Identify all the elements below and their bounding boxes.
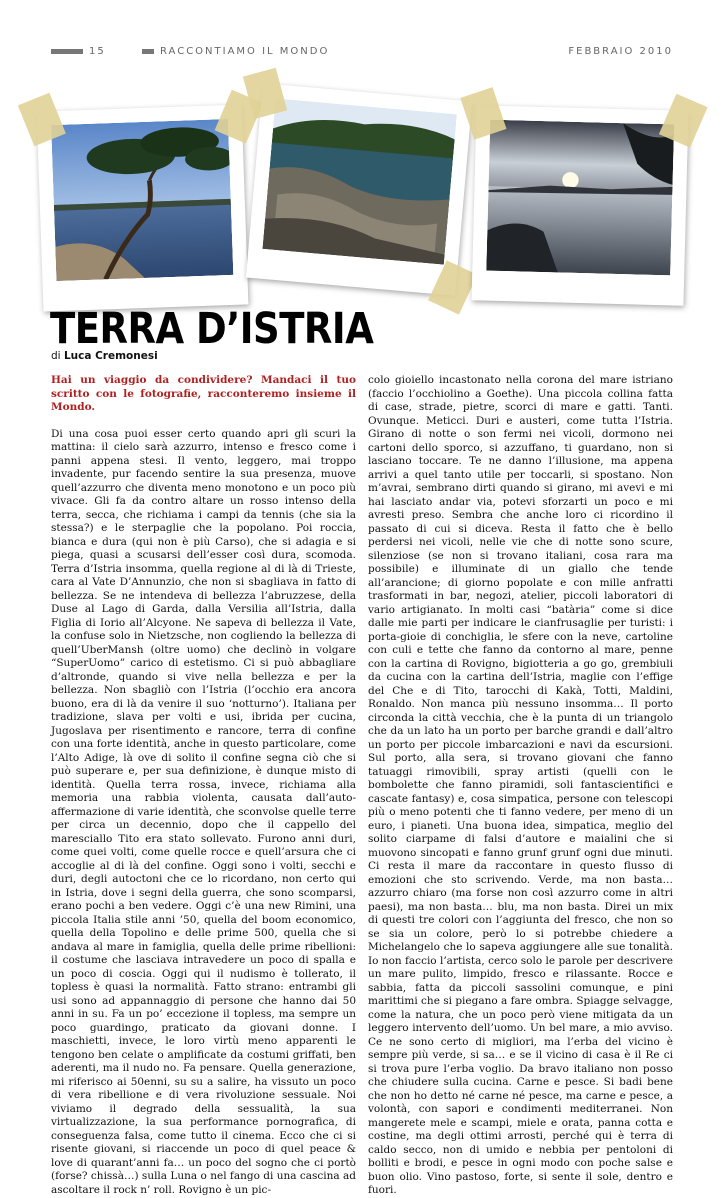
byline xyxy=(51,350,158,362)
page-number xyxy=(51,46,106,57)
photo-rocky-shore-image xyxy=(262,98,456,264)
byline-prefix: di xyxy=(51,350,61,362)
body-text-left: Di una cosa puoi esser certo quando apri gli scuri la mattina: il cielo sarà azzurro, intenso e fresco come i panni appena stesi. Il vento, leggero, mai troppo invadente, pur facendo sentire la sua presenza, muove quell’azzurro che diventa meno monotono e un poco più vivace. Gli fa da contro altare un rosso intenso della terra, secca, che richiama i campi da tennis (che sia la stessa?) e le sterpaglie che la popolano. Poi roccia, bianca e dura (qui non è più Carso), che si adagia e si piega, quasi a scusarsi dell’esser così dura, scomoda. Terra d’Istria insomma, quella regione al di là di Trieste, cara al Vate D’Annunzio, che non si sbagliava in fatto di bellezza. Se ne intendeva di bellezza l’abruzzese, della Duse al Lago di Garda, dalla Versilia all’Istria, dalla Figlia di Iorio all’Alcyone. Ne sapeva di bellezza il Vate, la confuse solo in Nietzsche, non cogliendo la bellezza di quell’UberMansh (oltre uomo) che declinò in volgare “SuperUomo” carico di estetismo. Ci si può abbagliare d’altronde, quando si vive nella bellezza e per la bellezza. Non sbagliò con l’Istria (l’occhio era ancora buono, era di là da venire il suo ‘notturno’). Italiana per tradizione, slava per volti e usi, ibrida per cucina, Jugoslava per risentimento e rancore, terra di confine con una forte identità, anche in questo particolare, come l’Alto Adige, là ove di solito il confine segna ciò che si può superare e, per sua definizione, è dunque misto di identità. Quella terra rossa, invece, richiama alla memoria una rabbia violenta, causata dall’auto-affermazione di varie identità, che sconvolse quelle terre per circa un decennio, dopo che il cappello del maresciallo Tito era stato sollevato. Furono anni duri, come quei volti, come quelle rocce e quell’arsura che ci accoglie al di là del confine. Oggi sono i volti, secchi e duri, degli autoctoni che ce lo ricordano, non certo qui in Istria, dove i segni della guerra, che sono scomparsi, erano pochi a ben vedere. Oggi c’è una new Rimini, una piccola Italia stile anni ’50, quella del boom economico, quella della Topolino e delle prime 500, quella che si andava al mare in famiglia, quella delle prime ribellioni: il costume che lasciava intravedere un poco di spalla e un poco di coscia. Oggi qui il nudismo è tollerato, il topless è quasi la normalità. Fatto strano: entrambi gli usi sono ad appannaggio di persone che hanno dai 50 anni in su. Fa un po’ eccezione il topless, ma sempre un poco guardingo, praticato da giovani donne. I maschietti, invece, le loro virtù meno apparenti le tengono ben celate o amplificate da costumi griffati, ben aderenti, ma il nudo no. Fa pensare. Quella generazione, mi riferisco ai 50enni, su su a salire, ha vissuto un poco di vera ribellione e di vera rivoluzione sessuale. Noi viviamo il degrado della sessualità, la sua virtualizzazione, la sua performance pornografica, di conseguenza falsa, come tutto il cinema. Ecco che ci si risente giovani, si riaccende un poco di quel peace & love di quarant’anni fa… un poco del sogno che ci portò (forse? chissà…) sulla Luna o nel fango di una cascina ad ascoltare il rock n’ roll. Rovigno è un pic- xyxy=(51,427,356,1196)
photo-sunset-sea-image xyxy=(486,120,674,276)
header-bar-mid xyxy=(142,49,154,54)
section-title xyxy=(142,46,329,57)
photo-rocky-shore xyxy=(246,83,472,296)
photo-coast-pine-image xyxy=(51,119,233,281)
body-text-right: colo gioiello incastonato nella corona del mare istriano (faccio l’occhiolino a Goethe). Una piccola collina fatta di case, strade, pietre, scorci di mare e gatti. Tanti. Ovunque. Meticci. Duri e austeri, come tutta l’Istria. Girano di notte o son fermi nei vicoli, dormono nei cartoni dello sporco, si azzuffano, ti guardano, non si lasciano toccare. Te ne danno l’illusione, ma appena arrivi a quel tanto utile per toccarli, si spostano. Non m’avrai, sembrano dirti quando si girano, mi avevi e mi hai lasciato andar via, potevi sforzarti un poco e mi avresti preso. Sembra che anche loro ci ricordino il passato di cui si diceva. Resta il fatto che è bello perdersi nei vicoli, nelle vie che di notte sono scure, silenziose (se non si trovano italiani, cosa rara ma possibile) e illuminate di un giallo che tende all’arancione; di giorno popolate e con mille anfratti trasformati in bar, negozi, atelier, piccoli laboratori di vario artigianato. In molti casi “batària” come si dice dalle mie parti per indicare le cianfrusaglie per turisti: i porta-gioie di conchiglia, le sfere con la neve, cartoline con culi e tette che fanno da contorno al mare, penne con la cartina di Rovigno, bigiotteria a go go, grembiuli da cucina con la cartina dell’Istria, maglie con l’effige del Che e di Tito, tarocchi di Kakà, Totti, Maldini, Ronaldo. Non manca più nessuno insomma… Il porto circonda la città vecchia, che è la punta di un triangolo che da un lato ha un porto per barche grandi e dall’altro un porto per piccole imbarcazioni e navi da escursioni. Sul porto, alla sera, si trovano giovani che fanno tatuaggi rimovibili, spray artisti (quelli con le bombolette che fanno piramidi, soli fantascientifici e cascate fantasy) e, cosa simpatica, persone con telescopi più o meno potenti che ti fanno vedere, per meno di un euro, i pianeti. Una buona idea, simpatica, meglio del solito ciarpame di falsi d’autore e maialini che si muovono sincopati e fanno grunf grunf ogni due minuti. Ci resta il mare da raccontare in questo flusso di emozioni che sto scrivendo. Verde, ma non basta… azzurro chiaro (ma forse non così azzurro come in altri paesi), ma non basta… blu, ma non basta. Direi un mix di questi tre colori con l’aggiunta del fresco, che non so se sia un colore, però lo si potrebbe chiedere a Michelangelo che lo sapeva aggiungere alle sue tonalità. Io non faccio l’artista, cerco solo le parole per descrivere un mare pulito, limpido, fresco e rilassante. Rocce e sabbia, fatta da piccoli sassolini comunque, e pini marittimi che si piegano a fare ombra. Spiagge selvagge, come la natura, che un poco però viene mitigata da un leggero intervento dell’uomo. Un bel mare, a mio avviso. Ce ne sono certo di migliori, ma l’erba del vicino è sempre più verde, si sa… e se il vicino di casa è il Re ci si trova pure l’erba voglio. Da bravo italiano non posso che chiudere sulla cucina. Carne e pesce. Si badi bene che non ho detto né carne né pesce, ma carne e pesce, a volontà, con sapori e condimenti mediterranei. Non mangerete mele e scampi, miele e orata, panna cotta e costine, ma degli ottimi arrosti, perché qui è terra di caldo secco, non di umido e nebbia per pentoloni di bolliti e brodi, e pesce in ogni modo con poche salse e buon olio. Vino pastoso, forte, si sente il sole, dentro e fuori. xyxy=(368,374,673,1196)
article-title: TERRA D’ISTRIA xyxy=(50,304,374,354)
article-column-left xyxy=(51,374,356,1197)
page-number-text: 15 xyxy=(89,46,106,57)
photo-sunset-sea xyxy=(471,105,688,305)
section-title-text: RACCONTIAMO IL MONDO xyxy=(160,46,330,57)
header-bar-left xyxy=(51,49,83,54)
article-column-right xyxy=(368,374,673,1198)
author-name: Luca Cremonesi xyxy=(63,350,158,362)
tape-strip xyxy=(428,260,477,314)
lead-paragraph: Hai un viaggio da condividere? Mandaci il tuo scritto con le fotografie, racconteremo insieme il Mondo. xyxy=(51,374,356,413)
photo-coast-pine xyxy=(37,104,249,311)
issue-date: FEBBRAIO 2010 xyxy=(568,46,673,57)
